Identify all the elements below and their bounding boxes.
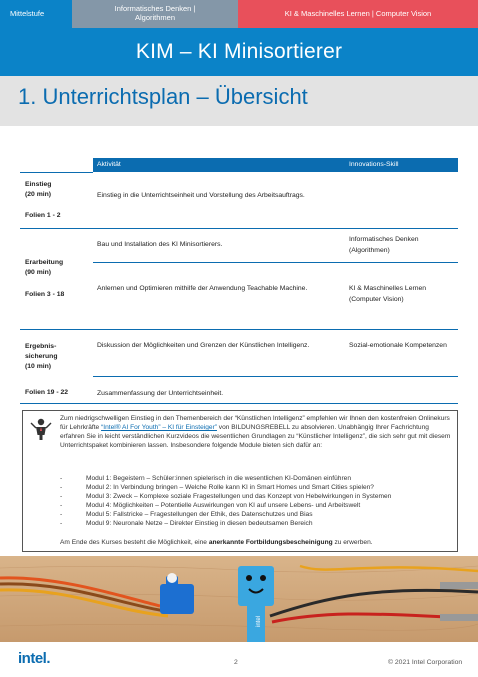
module-label: Modul 3: Zweck – Komplexe soziale Fragestellungen und das Konzept von Hebelwirkungen in Systemen [86,493,392,501]
row-divider [20,172,93,173]
info-intro-text: Zum niedrigschwelligen Einstieg in den Themenbereich der “Künstlichen Intelligenz” empfehlen wir Ihnen den kostenfreien Onlinekurs für Lehrkräfte [60,415,450,432]
activity-cell: Einstieg in die Unterrichtseinheit und Vorstellung des Arbeitsauftrags. [97,192,305,199]
row-divider [20,403,458,404]
phase-slides: Folien 19 - 22 [25,389,69,396]
level-tag-label: Mittelstufe [10,8,45,18]
topic-tag-ai-label: KI & Maschinelles Lernen | Computer Vision [284,8,432,18]
phase-title-cont: sicherung [25,353,58,360]
row-divider [93,376,458,377]
topic-tag-informatics [72,0,238,28]
module-label: Modul 5: Fallstricke – Fragestellungen der Ethik, des Datenschutzes und Bias [86,511,313,519]
header-activity: Aktivität [97,161,121,168]
info-intro-text-cont: von BILDUNGSREBELL zu absolvieren. Unabhängig Ihrer Fachrichtung erfahren Sie in leicht verständlichen Kurzvideos die wesentlichen Grundlagen zu “Künstlicher Intelligenz”, die sich sehr gut mit diesem Unterrichtspaket kombinieren lassen. Insbesondere folgende Module bieten sich dafür an: [60,424,451,450]
phase-duration: (10 min) [25,363,52,370]
closing-text-end: zu erwerben. [332,539,373,546]
list-item: - Modul 2: In Verbindung bringen – Welche Rolle kann KI in Smart Homes und Smart Cities spielen? [60,484,374,492]
page-title: KIM – KI Minisortierer [135,40,343,63]
level-tag [0,0,72,28]
phase-duration: (20 min) [25,191,52,198]
activity-cell: Zusammenfassung der Unterrichtseinheit. [97,390,224,397]
topic-tag-informatics-label: Informatisches Denken | Algorithmen [114,4,196,22]
activity-cell: Diskussion der Möglichkeiten und Grenzen der Künstlichen Intelligenz. [97,342,310,349]
phase-title: Einstieg [25,181,52,188]
info-intro [60,414,453,450]
module-list [60,474,453,529]
card-label: intel [256,615,262,627]
list-item: - Modul 5: Fallstricke – Fragestellungen der Ethik, des Datenschutzes und Bias [60,511,313,519]
phase-slides: Folien 1 - 2 [25,212,61,219]
phase-title: Ergebnis- [25,343,57,350]
page-number: 2 [234,659,238,666]
row-divider [20,329,458,330]
activity-cell: Anlernen und Optimieren mithilfe der Anwendung Teachable Machine. [97,285,308,292]
topic-tag-ai [238,0,478,28]
phase-duration: (90 min) [25,269,52,276]
course-link[interactable]: “Intel® AI For Youth” – KI für Einsteiger” [101,424,217,432]
skill-cell: Informatisches Denken (Algorithmen) [349,236,419,254]
row-divider [93,262,458,263]
title-banner [0,28,478,76]
presenter-icon [30,417,52,441]
list-item: - Modul 4: Möglichkeiten – Potentielle Auswirkungen von KI auf unsere Lebens- und Arbeitswelt [60,502,361,510]
copyright-text: © 2021 Intel Corporation [388,659,463,666]
list-item: - Modul 1: Begeistern – Schüler:innen spielerisch in die wesentlichen KI-Domänen einführen [60,475,352,482]
phase-slides: Folien 3 - 18 [25,291,65,298]
closing-text: Am Ende des Kurses besteht die Möglichkeit, eine [60,539,209,546]
list-item: - Modul 9: Neuronale Netze – Direkter Einstieg in diesen bedeutsamen Bereich [60,520,313,528]
module-label: Modul 4: Möglichkeiten – Potentielle Auswirkungen von KI auf unsere Lebens- und Arbeitswelt [86,502,361,510]
kit-photo [0,556,478,642]
table-header [93,158,458,172]
phase-title: Erarbeitung [25,259,64,266]
info-closing [60,539,453,546]
intel-logo: intel. [18,650,51,667]
activity-cell: Bau und Installation des KI Minisortierers. [97,241,223,248]
skill-cell: Sozial-emotionale Kompetenzen [349,342,447,349]
module-label: Modul 1: Begeistern – Schüler:innen spielerisch in die wesentlichen KI-Domänen einführen [86,475,352,482]
module-label: Modul 2: In Verbindung bringen – Welche Rolle kann KI in Smart Homes und Smart Cities spielen? [86,484,374,492]
certificate-highlight: anerkannte Fortbildungsbescheinigung [208,539,333,546]
list-item: - Modul 3: Zweck – Komplexe soziale Fragestellungen und das Konzept von Hebelwirkungen in Systemen [60,493,392,501]
skill-cell: KI & Maschinelles Lernen (Computer Vision) [349,285,427,303]
section-title: 1. Unterrichtsplan – Übersicht [18,84,308,109]
module-label: Modul 9: Neuronale Netze – Direkter Einstieg in diesen bedeutsamen Bereich [86,520,313,528]
header-skill: Innovations-Skill [349,161,399,168]
row-divider [20,228,458,229]
